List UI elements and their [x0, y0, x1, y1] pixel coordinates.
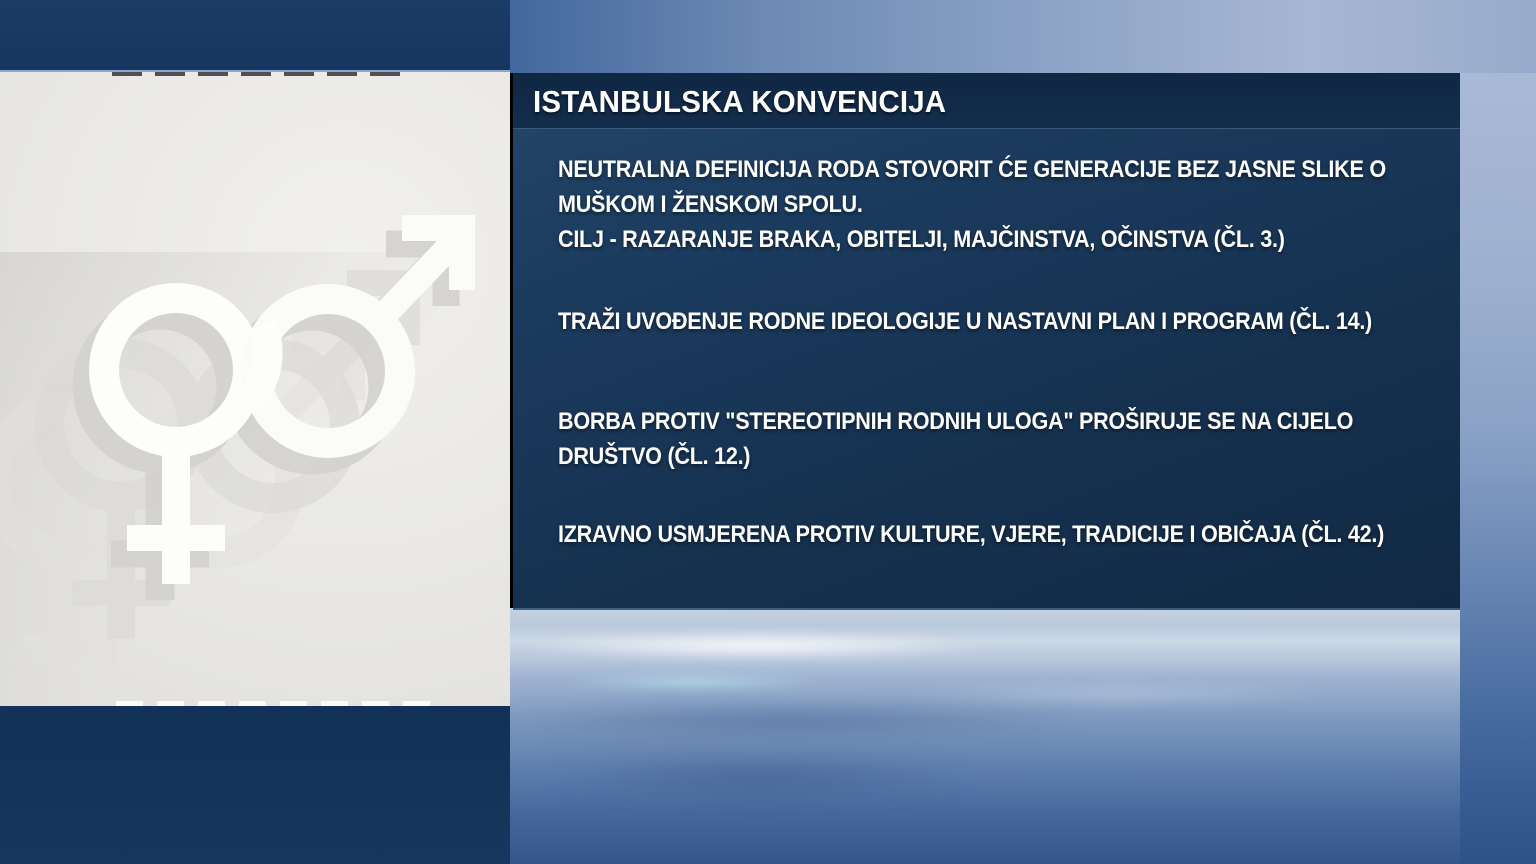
panel-text-line: CILJ - RAZARANJE BRAKA, OBITELJI, MAJČINSTVA, OČINSTVA (ČL. 3.)	[558, 226, 1285, 253]
light-streak	[890, 686, 1350, 702]
cropped-text-fragment-top	[112, 72, 410, 76]
panel-text-line: BORBA PROTIV "STEREOTIPNIH RODNIH ULOGA" PROŠIRUJE SE NA CIJELO	[558, 408, 1354, 435]
bottom-left-navy-bar	[0, 706, 510, 864]
top-left-navy-bar	[0, 0, 510, 72]
panel-text-line: IZRAVNO USMJERENA PROTIV KULTURE, VJERE, TRADICIJE I OBIČAJA (ČL. 42.)	[558, 521, 1385, 548]
cyan-streak	[558, 674, 828, 690]
top-blue-gradient-band	[510, 0, 1536, 73]
info-panel	[513, 73, 1460, 610]
panel-text-line: MUŠKOM I ŽENSKOM SPOLU.	[558, 191, 863, 218]
text-block-3	[558, 404, 1442, 474]
dark-streak	[510, 702, 1090, 738]
text-block-1	[558, 152, 1478, 257]
panel-text-line: NEUTRALNA DEFINICIJA RODA STOVORIT ĆE GENERACIJE BEZ JASNE SLIKE O	[558, 156, 1386, 183]
gender-symbol-photo-card	[0, 72, 510, 706]
light-streak	[520, 632, 990, 660]
panel-text-line: TRAŽI UVOĐENJE RODNE IDEOLOGIJE U NASTAVNI PLAN I PROGRAM (ČL. 14.)	[558, 308, 1372, 335]
male-female-interlocked-symbol-icon	[0, 72, 510, 706]
text-block-2	[558, 304, 1462, 339]
text-block-4	[558, 517, 1476, 552]
panel-title: ISTANBULSKA KONVENCIJA	[533, 84, 947, 119]
panel-text-line: DRUŠTVO (ČL. 12.)	[558, 443, 751, 470]
dark-streak	[550, 754, 970, 798]
lower-sky-background	[510, 608, 1460, 864]
